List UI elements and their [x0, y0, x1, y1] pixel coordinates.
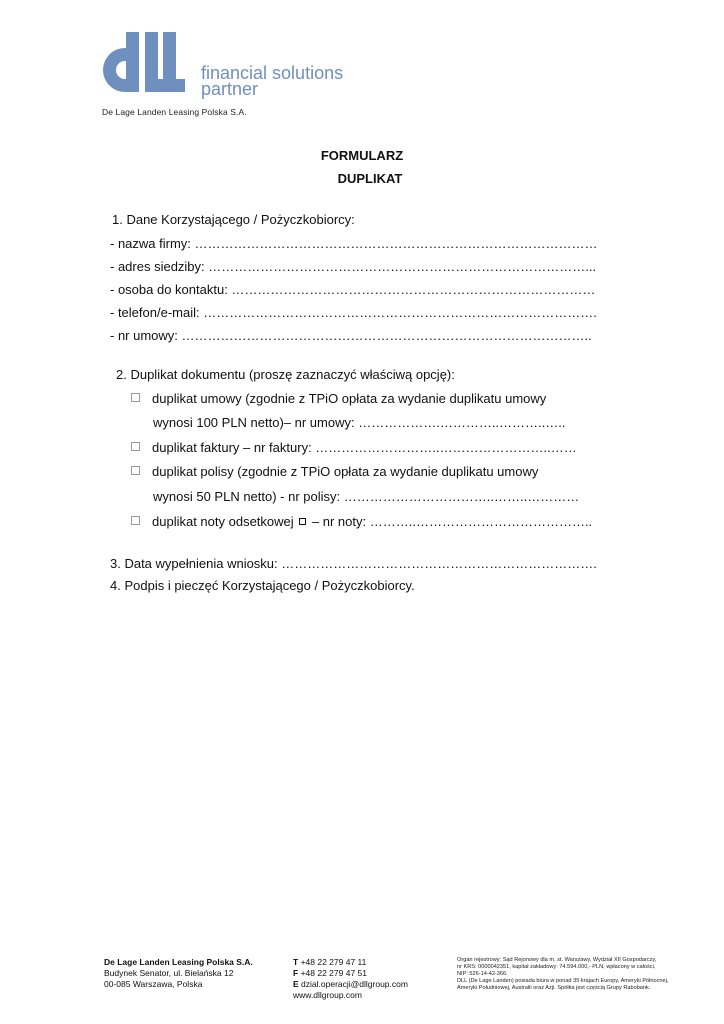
option-invoice-duplicate[interactable]	[131, 440, 577, 455]
footer-email-label: E	[293, 979, 299, 989]
footer-legal-line: NIP: 526-14-42-366.	[457, 971, 508, 977]
option-contract-label: duplikat umowy (zgodnie z TPiO opłata za wydanie duplikatu umowy	[152, 391, 547, 406]
field-date[interactable]: 3. Data wypełnienia wniosku: ……………………………………………………………….	[110, 556, 597, 571]
form-subtitle: DUPLIKAT	[337, 171, 403, 186]
section1-heading: 1. Dane Korzystającego / Pożyczkobiorcy:	[112, 212, 355, 227]
option-policy-label: duplikat polisy (zgodnie z TPiO opłata za wydanie duplikatu umowy	[152, 464, 539, 479]
field-phone-email[interactable]: - telefon/e-mail: ……………………………………………………………………………….	[110, 305, 597, 320]
logo-line1: financial solutions	[201, 63, 344, 83]
checkbox-interest-note[interactable]	[131, 516, 140, 525]
dll-logo-graphic	[101, 30, 361, 102]
footer-website-link[interactable]: www.dllgroup.com	[293, 990, 362, 1000]
option-interest-note-duplicate[interactable]	[131, 514, 592, 529]
small-square-icon	[299, 518, 306, 525]
option-policy-duplicate[interactable]	[131, 464, 538, 479]
footer-fax[interactable]: +48 22 279 47 51	[300, 968, 367, 978]
form-title: FORMULARZ	[320, 148, 404, 163]
footer-email-link[interactable]: dzial.operacji@dllgroup.com	[301, 979, 408, 989]
footer-legal-line: nr KRS: 0000042351, kapitał zakładowy: 74.594.000,- PLN, wpłacony w całości,	[457, 964, 656, 970]
checkbox-invoice[interactable]	[131, 442, 140, 451]
signature-label: 4. Podpis i pieczęć Korzystającego / Pożyczkobiorcy.	[110, 578, 415, 593]
footer-legal	[457, 957, 668, 992]
field-contract-number[interactable]: - nr umowy: …………………………………………………………………………………..	[110, 328, 592, 343]
footer-phone-label: T	[293, 957, 299, 967]
footer-fax-label: F	[293, 968, 299, 978]
footer-address-line3: 00-085 Warszawa, Polska	[104, 979, 203, 989]
checkbox-policy[interactable]	[131, 466, 140, 475]
footer-address	[104, 957, 253, 990]
footer-legal-line: Ameryki Południowej, Australii oraz Azji. Spółka jest częścią Grupy Rabobank.	[457, 985, 651, 991]
section2-heading: 2. Duplikat dokumentu (proszę zaznaczyć właściwą opcję):	[116, 367, 455, 382]
logo-line2: partner	[201, 79, 259, 99]
option-policy-line2[interactable]: wynosi 50 PLN netto) - nr polisy: ……………………………..……..…………	[153, 489, 580, 504]
field-address[interactable]: - adres siedziby: ……………………………………………………………………………...	[110, 259, 597, 274]
footer-legal-line: Organ rejestrowy: Sąd Rejonowy dla m. st. Warszawy, Wydział XII Gospodarczy,	[457, 957, 657, 963]
checkbox-contract[interactable]	[131, 393, 140, 402]
company-tagline: De Lage Landen Leasing Polska S.A.	[102, 107, 247, 117]
footer-contact	[293, 957, 408, 1001]
option-contract-line2[interactable]: wynosi 100 PLN netto)– nr umowy: ……………….…………..………..…..	[153, 415, 566, 430]
option-invoice-label: duplikat faktury – nr faktury: ………………………..……………………..……	[152, 440, 577, 455]
footer-address-line2: Budynek Senator, ul. Bielańska 12	[104, 968, 234, 978]
option-contract-duplicate[interactable]	[131, 391, 546, 406]
field-company-name[interactable]: - nazwa firmy: …………………………………………………………………………………	[110, 236, 598, 251]
footer-legal-line: DLL (De Lage Landen) posiada biura w ponad 35 krajach Europy, Ameryki Północnej,	[457, 978, 669, 984]
footer-company: De Lage Landen Leasing Polska S.A.	[104, 957, 253, 967]
field-contact-person[interactable]: - osoba do kontaktu: …………………………………………………………………………	[110, 282, 596, 297]
option-interest-note-number: – nr noty: ………..…………………………………..	[311, 514, 593, 529]
dll-logo	[101, 30, 361, 102]
option-interest-note-label: duplikat noty odsetkowej	[152, 514, 294, 529]
footer-phone[interactable]: +48 22 279 47 11	[300, 957, 367, 967]
